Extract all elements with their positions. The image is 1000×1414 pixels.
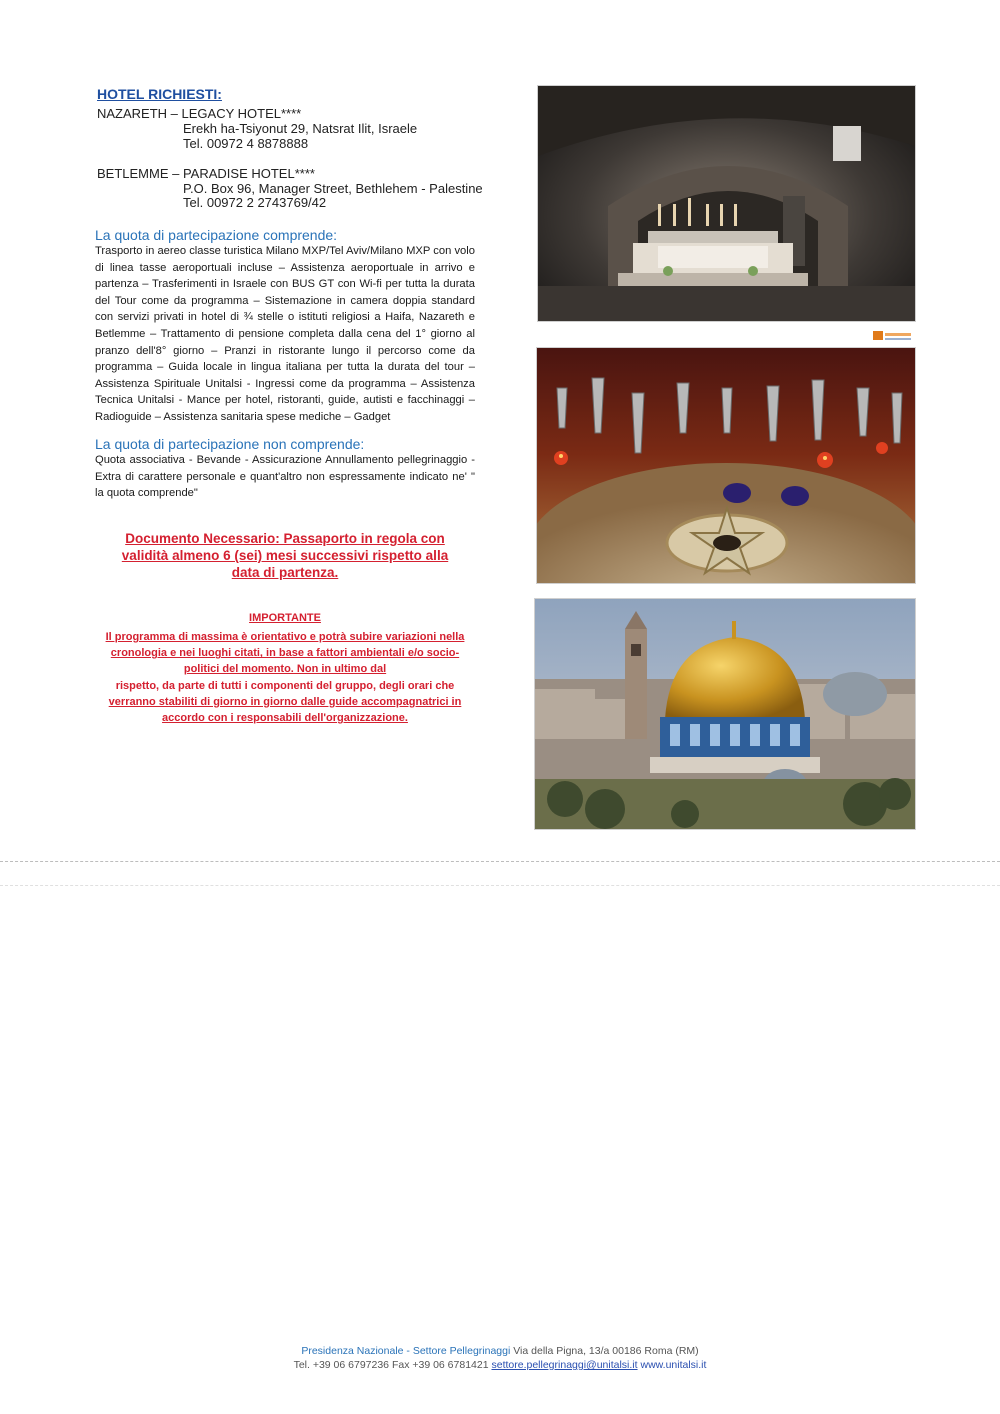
important-notice (100, 629, 470, 726)
important-line3: politici del momento. Non in ultimo dal (183, 663, 387, 676)
separator-line (0, 861, 1000, 862)
important-line5: verranno stabiliti di giorno in giorno dalle guide accompagnatrici in (108, 695, 462, 708)
separator-line (0, 885, 1000, 886)
dome-of-the-rock-photo (534, 598, 916, 830)
footer-line1 (0, 1344, 1000, 1359)
excludes-title: La quota di partecipazione non comprende: (95, 436, 365, 452)
document-needed-notice (100, 530, 470, 581)
excludes-text: Quota associativa - Bevande - Assicurazione Annullamento pellegrinaggio - Extra di carattere personale e quant'altro non espressamente indicato ne' " la quota comprende" (95, 454, 475, 500)
star-of-bethlehem-photo (536, 347, 916, 584)
footer-email-link[interactable]: settore.pellegrinaggi@unitalsi.it (491, 1359, 638, 1371)
important-line6: accordo con i responsabili dell'organizzazione. (162, 712, 408, 725)
hotel-nazareth-phone: Tel. 00972 4 8878888 (183, 136, 309, 151)
hotel-betlemme-phone: Tel. 00972 2 2743769/42 (183, 195, 327, 210)
footer-tel: Tel. +39 06 6797236 Fax +39 06 6781421 (293, 1359, 489, 1371)
important-line1: Il programma di massima è orientativo e potrà subire variazioni nella (105, 631, 465, 643)
hotel-nazareth-address: Erekh ha-Tsiyonut 29, Natsrat Ilit, Israele (183, 121, 418, 136)
grotto-altar-photo (537, 85, 916, 322)
document-needed-line1: Documento Necessario: Passaporto in regola con (125, 531, 445, 546)
footer-org: Presidenza Nazionale - Settore Pellegrinaggi (301, 1345, 511, 1357)
hotels-title: HOTEL RICHIESTI: (97, 86, 222, 102)
footer-website-link[interactable]: www.unitalsi.it (640, 1359, 707, 1371)
important-line4: rispetto, da parte di tutti i componenti del gruppo, degli orari che (115, 679, 455, 692)
footer-line2 (0, 1358, 1000, 1373)
small-logo-icon (873, 329, 913, 341)
includes-text: Trasporto in aereo classe turistica Milano MXP/Tel Aviv/Milano MXP con volo di linea tasse aeroportuali incluse – Assistenza aeroportuale in arrivo e partenza – Trasferimenti in Israele con BUS GT con Wi-fi per tutta la durata del Tour come da programma – Sistemazione in camera doppia standard con servizi privati in hotel di ¾ stelle o istituti religiosi a Haifa, Nazareth e Betlemme – Trattamento di pensione completa dalla cena del 1° giorno al pranzo dell'8° giorno – Pranzi in ristorante lungo il percorso come da programma – Guida locale in lingua italiana per tutta la durata del tour – Assistenza Spirituale Unitalsi - Ingressi come da programma – Assistenza Tecnica Unitalsi - Mance per hotel, ristoranti, guide, autisti e facchinaggi – Radioguide – Assistenza sanitaria spese mediche – Gadget (95, 245, 475, 423)
hotel-betlemme-address: P.O. Box 96, Manager Street, Bethlehem - Palestine (183, 181, 483, 196)
hotel-nazareth-name: NAZARETH – LEGACY HOTEL**** (97, 106, 302, 121)
important-title: IMPORTANTE (249, 612, 321, 624)
important-line2: cronologia e nei luoghi citati, in base a fattori ambientali e/o socio- (110, 647, 460, 660)
includes-title: La quota di partecipazione comprende: (95, 227, 338, 243)
document-needed-line2: validità almeno 6 (sei) mesi successivi rispetto alla (121, 548, 449, 563)
hotel-betlemme-name: BETLEMME – PARADISE HOTEL**** (97, 166, 315, 181)
document-needed-line3: data di partenza. (231, 565, 339, 580)
footer-address: Via della Pigna, 13/a 00186 Roma (RM) (513, 1345, 699, 1357)
